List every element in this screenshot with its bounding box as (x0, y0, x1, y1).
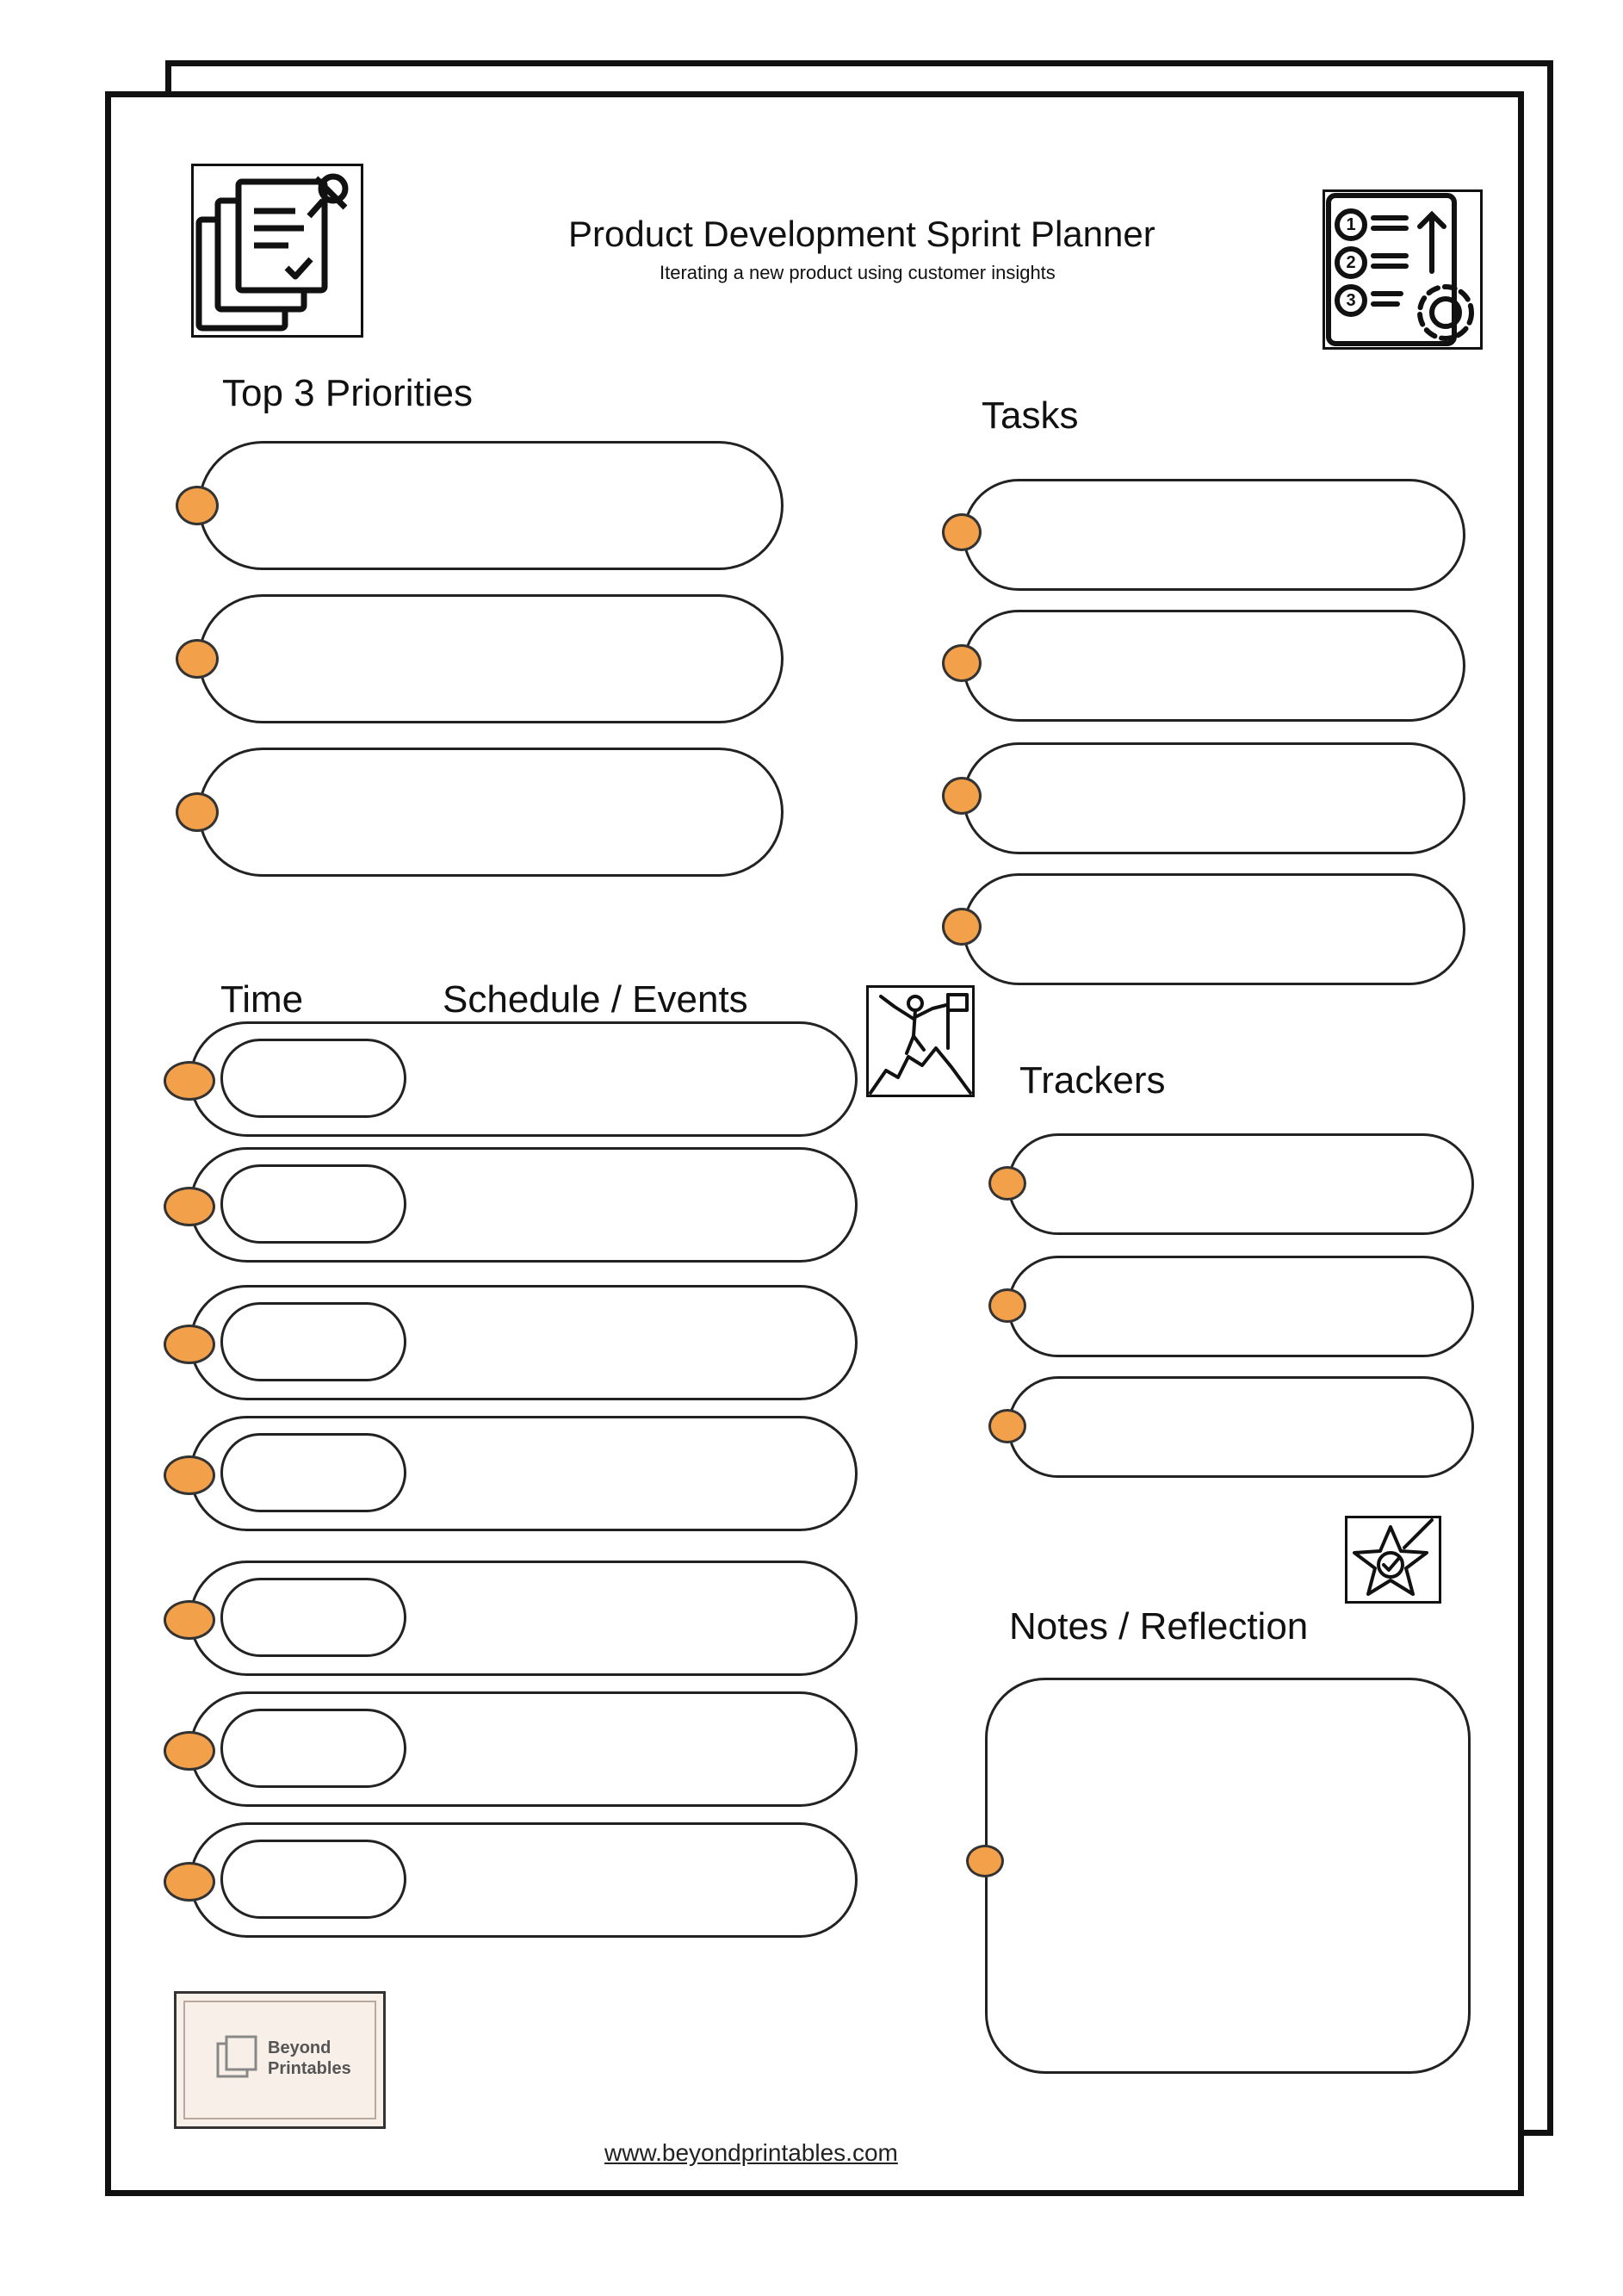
star-check-icon (1345, 1516, 1441, 1604)
schedule-bullet-2 (164, 1187, 215, 1226)
notes-heading: Notes / Reflection (1009, 1605, 1309, 1648)
schedule-bullet-7 (164, 1862, 215, 1902)
time-field-4[interactable] (220, 1433, 406, 1512)
schedule-bullet-1 (164, 1061, 215, 1101)
task-field-4[interactable] (963, 873, 1465, 985)
brand-logo (174, 1991, 386, 2129)
trackers-heading: Trackers (1019, 1059, 1166, 1101)
mountain-flag-climber-icon (866, 985, 975, 1097)
svg-text:2: 2 (1346, 253, 1356, 272)
notes-box[interactable] (985, 1678, 1471, 2074)
tracker-bullet-1 (988, 1166, 1026, 1201)
time-heading: Time (220, 978, 304, 1021)
task-field-2[interactable] (963, 610, 1465, 722)
logo-line-1: Beyond (268, 2038, 331, 2057)
priority-field-2[interactable] (198, 594, 784, 723)
priorities-heading: Top 3 Priorities (222, 372, 474, 414)
tracker-bullet-3 (988, 1409, 1026, 1443)
page-subtitle: Iterating a new product using customer insights (660, 262, 1056, 283)
numbered-list-gear-icon (1323, 189, 1483, 350)
tracker-field-1[interactable] (1007, 1133, 1474, 1235)
task-bullet-1 (942, 513, 982, 551)
task-field-3[interactable] (963, 742, 1465, 854)
task-bullet-4 (942, 908, 982, 946)
priority-bullet-1 (176, 486, 219, 525)
time-field-3[interactable] (220, 1302, 406, 1381)
priority-bullet-3 (176, 792, 219, 832)
task-bullet-2 (942, 644, 982, 682)
tasks-heading: Tasks (982, 394, 1079, 437)
time-field-7[interactable] (220, 1840, 406, 1919)
time-field-6[interactable] (220, 1709, 406, 1788)
website-link[interactable]: www.beyondprintables.com (604, 2139, 898, 2166)
stacked-pages-icon (214, 2033, 263, 2082)
page-title: Product Development Sprint Planner (568, 214, 1155, 254)
time-field-1[interactable] (220, 1039, 406, 1118)
svg-text:1: 1 (1346, 215, 1356, 234)
clipboard-pin-icon (191, 164, 363, 338)
logo-line-2: Printables (268, 2059, 351, 2078)
schedule-bullet-6 (164, 1731, 215, 1771)
priority-field-3[interactable] (198, 748, 784, 877)
svg-text:3: 3 (1346, 291, 1356, 310)
notes-bullet (966, 1845, 1004, 1877)
schedule-bullet-5 (164, 1600, 215, 1640)
priority-bullet-2 (176, 639, 219, 679)
tracker-field-3[interactable] (1007, 1376, 1474, 1478)
time-field-2[interactable] (220, 1164, 406, 1244)
task-field-1[interactable] (963, 479, 1465, 591)
tracker-field-2[interactable] (1007, 1256, 1474, 1357)
priority-field-1[interactable] (198, 441, 784, 570)
tracker-bullet-2 (988, 1288, 1026, 1323)
schedule-bullet-3 (164, 1325, 215, 1364)
task-bullet-3 (942, 777, 982, 815)
time-field-5[interactable] (220, 1578, 406, 1657)
schedule-heading: Schedule / Events (443, 978, 748, 1021)
schedule-bullet-4 (164, 1455, 215, 1495)
